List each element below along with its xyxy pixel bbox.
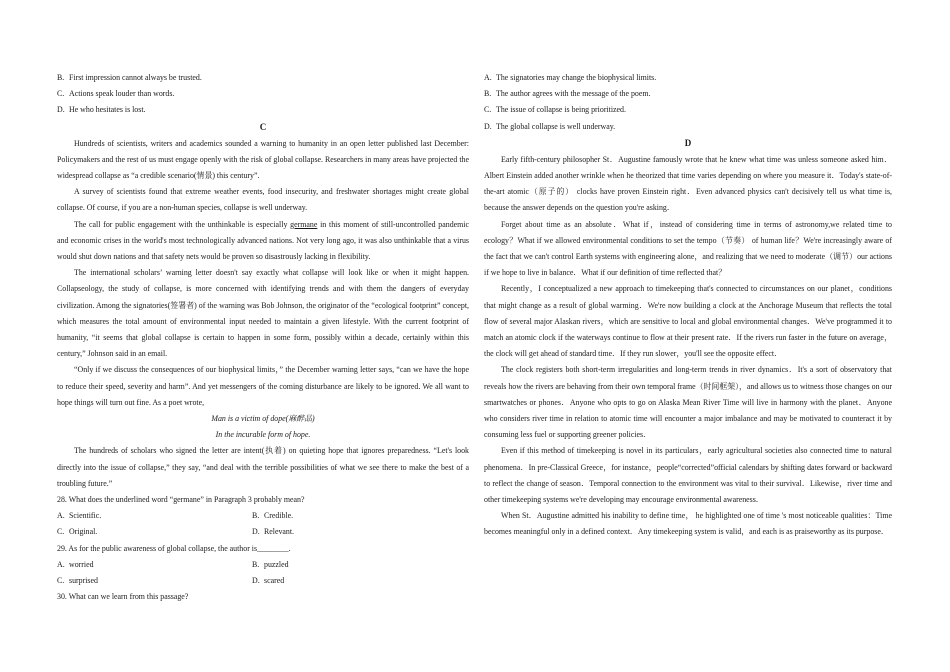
section-heading-c: C <box>259 121 267 132</box>
passage-c-paragraph-2: A survey of scientists found that extreme weather events, food insecurity, and freshwater shortages might create global collapse. Of course, if you are a non-human species, collapse is well underway. <box>57 187 469 213</box>
prev-option-c: C. Actions speak louder than words. <box>57 89 175 99</box>
q30-option-d[interactable]: D. The global collapse is well underway. <box>484 121 616 131</box>
q29-option-c[interactable]: C. surprised <box>57 576 98 586</box>
q28-option-a[interactable]: A. Scientific. <box>57 511 102 521</box>
poem-line-1: Man is a victim of dope(麻醉品) <box>211 414 315 424</box>
passage-d-paragraph-5: Even if this method of timekeeping is novel in its particulars，early agricultural societies also connected time to natural phenomena．In pre-Classical Greece，for instance，people“corrected”official calendars by shifting dates forward or backward to reflect the change of season．Temporal connection to the environment was vital to their survival．Likewise，river time and other timekeeping systems we're developing may encourage environmental awareness． <box>484 446 892 505</box>
q30-option-b[interactable]: B. The author agrees with the message of the poem. <box>484 89 651 99</box>
question-28: 28. What does the underlined word “germane” in Paragraph 3 probably mean? <box>57 495 305 505</box>
prev-option-d: D. He who hesitates is lost. <box>57 105 146 115</box>
underlined-word-germane: germane <box>290 219 318 229</box>
passage-c-paragraph-5: “Only if we discuss the consequences of our biophysical limits，” the December warning letter says, “can we have the hope to reduce their speed, severity and harm”. And yet messengers of the coming disturbance are likely to be ignored. We all want to hope things will turn out fine. As a poet wrote, <box>57 365 469 407</box>
passage-d-paragraph-4: The clock registers both short-term irregularities and long-term trends in river dynamics．It's a sort of observatory that reveals how the rivers are behaving from their own temporal frame（时间框架），and allows us to witness those changes on our smartwatches or phones．Anyone who opts to go on Alaska Mean River Time will live in harmony with the planet．Anyone who considers river time in relation to atomic time will encounter a major imbalance and may be motivated to counteract it by consuming less fuel or supporting greener policies． <box>484 365 893 440</box>
q28-option-c[interactable]: C. Original. <box>57 527 98 537</box>
question-29-options-row-2 <box>57 573 469 589</box>
passage-d-paragraph-2: Forget about time as an absolute．What if，instead of considering time in terms of astronomy,we related time to ecology？What if we allowed environmental conditions to set the tempo（节奏） of human life？We're increasingly aware of the fact that we can't control Earth systems with engineering alone，and realizing that we need to moderate（调节）our actions if we hope to live in balance．What if our definition of time reflected that？ <box>484 219 892 278</box>
passage-c-paragraph-4: The international scholars’ warning letter doesn't say exactly what collapse will look like or when it might happen. Collapseology, the study of collapse, is more concerned with identifying trends and with them the dangers of everyday civilization. Among the signatories(签署者) of the warning was Bob Johnson, the originator of the “ecological footprint” concept, which measures the total amount of environmental input needed to maintain a given lifestyle. With the current footprint of humanity, “it seems that global collapse is certain to happen in some form, possibly within a decade, certainly within this century,” Johnson said in an email. <box>57 268 469 359</box>
passage-c-paragraph-6: The hundreds of scholars who signed the letter are intent(执着) on quieting hope that ignores preparedness. “Let's look directly into the issue of collapse,” they say, “and deal with the terrible possibilities of what we see there to make the best of a troubling future.” <box>57 446 469 488</box>
poem-line-2: In the incurable form of hope. <box>215 430 311 440</box>
passage-c-paragraph-3: The call for public engagement with the unthinkable is especially germane in this moment of still-uncontrolled pandemic and economic crises in the world's most technologically advanced nations. Not very long ago, it was also unthinkable that a virus would shut down nations and that safety nets would be proven so disastrously lacking in flexibility. <box>57 219 469 262</box>
q28-option-b[interactable]: B. Credible. <box>252 511 294 521</box>
q28-option-d[interactable]: D. Relevant. <box>252 527 295 537</box>
q30-option-a[interactable]: A. The signatories may change the biophysical limits. <box>484 73 657 82</box>
passage-d-paragraph-3: Recently，I conceptualized a new approach to timekeeping that's connected to circumstances on our planet，conditions that might change as a result of global warming．We're now building a clock at the Anchorage Museum that reflects the total flow of several major Alaskan rivers，which are sensitive to local and global environmental changes．We've programmed it to match an atomic clock if the waterways continue to flow at their present rate．If the rivers run faster in the future on average，the clock will get ahead of standard time．If they run slower，you'll see the opposite effect． <box>484 284 892 359</box>
q29-option-d[interactable]: D. scared <box>252 576 285 586</box>
question-28-options-row-1 <box>57 508 469 524</box>
question-29: 29. As for the public awareness of global collapse, the author is________. <box>57 543 291 553</box>
passage-d-paragraph-1: Early fifth-century philosopher St．Augustine famously wrote that he knew what time was unless someone asked him．Albert Einstein added another wrinkle when he theorized that time varies depending on where you measure it．Today's state-of-the-art atomic（原子的） clocks have proven Einstein right．Even advanced physics can't decisively tell us what time is, because the answer depends on the question you're asking． <box>484 154 892 213</box>
q30-option-c[interactable]: C. The issue of collapse is being prioritized. <box>484 105 626 115</box>
passage-c-paragraph-1: Hundreds of scientists, writers and academics sounded a warning to humanity in an open letter published last December: Policymakers and the rest of us must engage openly with the risk of global collapse. Researchers in many areas have projected the widespread collapse as “a credible scenario(情景) this century”. <box>57 138 469 181</box>
passage-d-paragraph-6: When St．Augustine admitted his inability to define time， he highlighted one of time 's most noticeable qualities：Time becomes meaningful only in a defined context．Any timekeeping system is valid，and each is as praiseworthy as its purpose． <box>484 511 892 537</box>
right-column <box>484 70 892 541</box>
q29-option-a[interactable]: A. worried <box>57 559 94 569</box>
question-30: 30. What can we learn from this passage? <box>57 592 189 602</box>
question-29-options-row-1 <box>57 557 469 573</box>
q29-option-b[interactable]: B. puzzled <box>252 559 289 569</box>
left-column <box>57 70 469 606</box>
prev-option-b: B. First impression cannot always be trusted. <box>57 73 202 82</box>
question-28-options-row-2 <box>57 524 469 540</box>
section-heading-d: D <box>684 137 692 148</box>
